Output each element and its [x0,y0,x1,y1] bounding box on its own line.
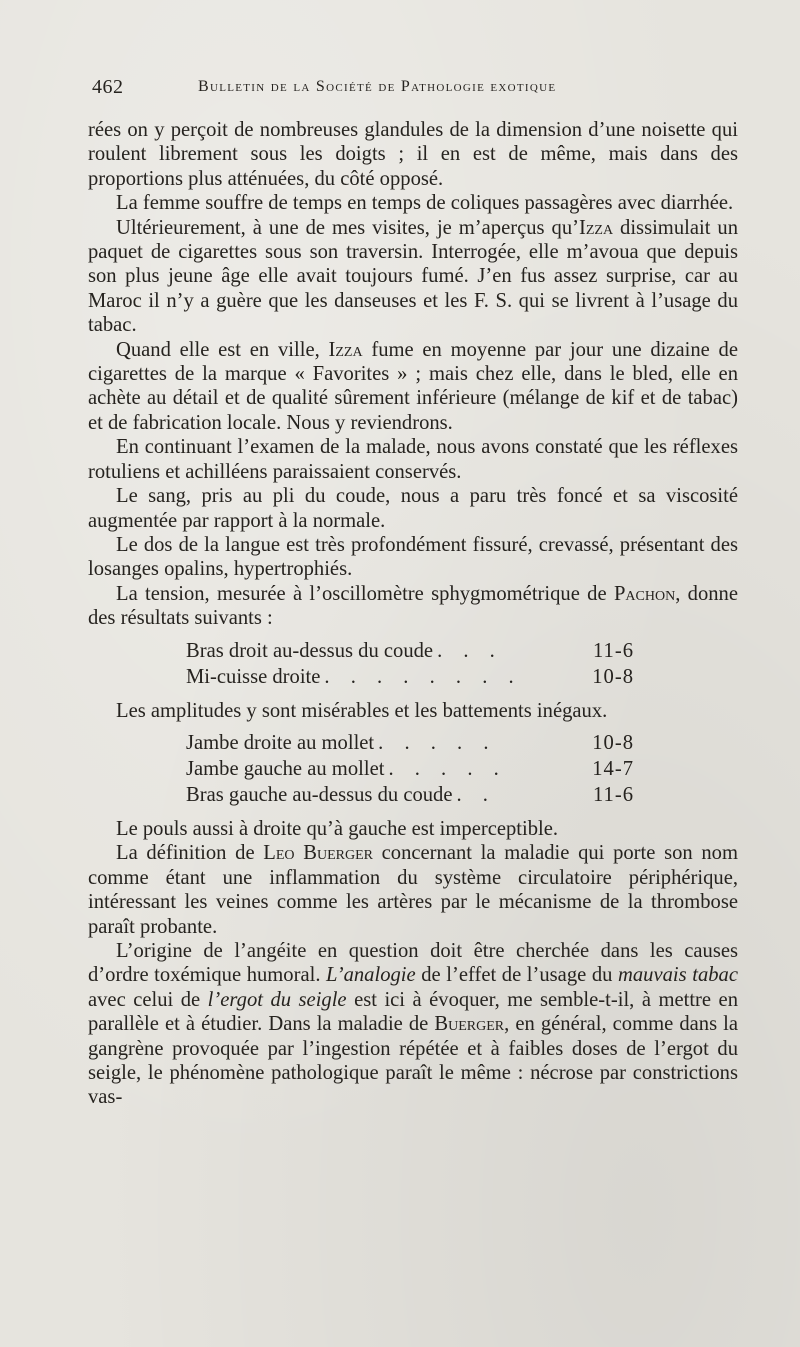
paragraph-consommation: Quand elle est en ville, Izza fume en moyenne par jour une dizaine de cigarettes de la marque « Favorites » ; mais chez elle, dans le bled, elle en achète au détail et de qualité sûrement inférieure (mélange de kif et de tabac) et de fabrication locale. Nous y reviendrons. [88,338,738,434]
page-number: 462 [92,76,124,98]
measurements-table-1 [186,639,634,691]
paragraph-sang: Le sang, pris au pli du coude, nous a paru très foncé et sa viscosité augmentée par rapport à la normale. [88,485,738,532]
article-body [88,118,738,1110]
patient-name: Izza [578,216,614,239]
patient-name: Izza [328,338,363,361]
paragraph-reflexes: En continuant l’examen de la malade, nous avons constaté que les réflexes rotuliens et achilléens paraissaient conservés. [88,436,738,483]
author-name: Leo Buerger [263,842,373,865]
paragraph-tension: La tension, mesurée à l’oscillomètre sphygmométrique de Pachon, donne des résultats suivants : [88,582,738,630]
measure-row: Mi-cuisse droite . . . . . . . . 10-8 [186,665,634,688]
paragraph-langue: Le dos de la langue est très profondément fissuré, crevassé, présentant des losanges opalins, hypertrophiés. [88,533,738,581]
paragraph-amplitudes: Les amplitudes y sont misérables et les battements inégaux. [116,699,608,722]
author-name: Pachon [613,582,676,605]
paragraph-definition: La définition de Leo Buerger concernant la maladie qui porte son nom comme étant une inflammation du système circulatoire périphérique, intéressant les veines comme les artères par le mécanisme de la thrombose paraît probante. [88,842,738,938]
measurements-table-2 [186,731,634,809]
author-name: Buerger [434,1013,505,1036]
paragraph-pouls: Le pouls aussi à droite qu’à gauche est imperceptible. [116,817,559,840]
measure-row: Bras droit au-dessus du coude . . . 11-6 [186,639,634,662]
paragraph-glandules: rées on y perçoit de nombreuses glandules de la dimension d’une noisette qui roulent librement sous les doigts ; il en est de même, mais dans des proportions plus atténuées, du côté opposé. [88,119,738,190]
running-title: Bulletin de la Société de Pathologie exotique [198,78,557,95]
running-header [92,74,652,104]
paragraph-origine: L’origine de l’angéite en question doit être cherchée dans les causes d’ordre toxémique humoral. L’analogie de l’effet de l’usage du mauvais tabac avec celui de l’ergot du seigle est ici à évoquer, me semble-t-il, à mettre en parallèle et à étudier. Dans la maladie de Buerger, en général, comme dans la gangrène provoquée par l’ingestion répétée et à faibles doses de l’ergot du seigle, le phénomène pathologique paraît le même : nécrose par constrictions vas- [88,939,739,1109]
paragraph-coliques: La femme souffre de temps en temps de coliques passagères avec diarrhée. [116,192,734,215]
measure-row: Bras gauche au-dessus du coude . . 11-6 [186,783,634,806]
paragraph-cigarettes: Ultérieurement, à une de mes visites, je m’aperçus qu’Izza dissimulait un paquet de cigarettes sous son traversin. Interrogée, elle m’avoua que depuis son plus jeune âge elle avait toujours fumé. J’en fus assez surprise, car au Maroc il n’y a guère que les danseuses et les F. S. qui se livrent à l’usage du tabac. [88,216,739,337]
measure-row: Jambe droite au mollet . . . . . 10-8 [186,731,634,754]
measure-row: Jambe gauche au mollet . . . . . 14-7 [186,757,634,780]
